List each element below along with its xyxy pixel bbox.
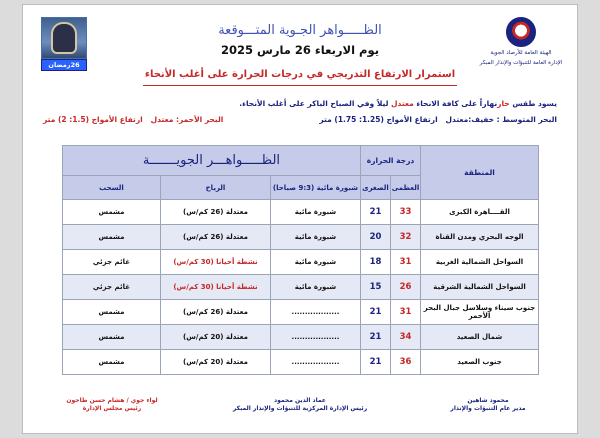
fog-cell: .................. [270,350,360,375]
header-wind: الرياح [160,176,270,200]
red-sea-label: البحر الأحمر: معتدل [150,115,224,124]
fog-cell: شبورة مائية [270,200,360,225]
forecast-date: يوم الاربعاء 26 مارس 2025 [220,43,380,57]
signature-right-name: محمود شاهين [467,397,509,404]
clouds-cell: مشمس [62,200,160,225]
signature-left-name: لواء جوي / هشام حسن طاحون [66,397,158,404]
table-row [62,200,538,225]
fog-cell: .................. [270,325,360,350]
max-temp-cell: 31 [391,250,421,275]
clouds-cell: مشمس [62,350,160,375]
red-sea [43,115,223,124]
headline: استمرار الارتفاع التدريجي في درجات الحرارة على أغلب الأنحاء [144,69,456,80]
max-temp-cell: 33 [391,200,421,225]
summary-mild: معتدل [391,99,414,108]
max-temp-cell: 31 [391,300,421,325]
med-sea-label: البحر المتوسط : خفيف:معتدل [445,115,557,124]
signature-center-name: عماد الدين محمود [274,397,326,404]
summary-part5: ليلاً وفي الصباح الباكر على أغلب الأنحاء. [239,99,392,108]
red-sea-waves: ارتفاع الأمواج (1.5: 2) متر [43,115,143,124]
fog-cell: شبورة مائية [270,250,360,275]
max-temp-cell: 36 [391,350,421,375]
header-region: المنطقة [421,146,539,200]
max-temp-cell: 26 [391,275,421,300]
header-fog: شبورة مائية (9:3 صباحا) [270,176,360,200]
signature-left-title: رئيس مجلس الإدارة [82,405,142,412]
wind-cell: معتدلة (26 كم/س) [160,300,270,325]
region-cell: شمال الصعيد [421,325,539,350]
min-temp-cell: 21 [360,325,390,350]
signatures [37,397,563,413]
page-title: الظـــــواهر الجـوية المتـــوقعة [218,23,382,38]
wind-cell: معتدلة (20 كم/س) [160,325,270,350]
wind-cell: نشطة أحيانا (30 كم/س) [160,275,270,300]
wind-cell: نشطة أحيانا (30 كم/س) [160,250,270,275]
table-row [62,300,538,325]
region-cell: جنوب سيناء وسلاسل جبال البحر الأحمر [421,300,539,325]
min-temp-cell: 21 [360,200,390,225]
forecast-table-wrapper [63,145,539,375]
summary-hot: حار [497,99,510,108]
fog-cell: .................. [270,300,360,325]
table-row [62,275,538,300]
clouds-cell: مشمس [62,325,160,350]
org-name-line1: الهيئة العامة للأرصاد الجوية [490,50,552,56]
weather-summary [43,99,557,108]
summary-part3: نهاراً على كافة الانحاء [413,99,498,108]
signature-left [37,397,187,413]
clouds-cell: مشمس [62,225,160,250]
table-row [62,225,538,250]
wind-cell: معتدلة (26 كم/س) [160,200,270,225]
wind-cell: معتدلة (26 كم/س) [160,225,270,250]
signature-right [413,397,563,413]
table-row [62,325,538,350]
max-temp-cell: 34 [391,325,421,350]
fog-cell: شبورة مائية [270,225,360,250]
header-phenomena: الظـــــواهـــر الجويـــــــة [62,146,360,176]
max-temp-cell: 32 [391,225,421,250]
region-cell: جنوب الصعيد [421,350,539,375]
region-cell: الوجه البحري ومدن القناة [421,225,539,250]
region-cell: القــــاهرة الكبرى [421,200,539,225]
signature-right-title: مدير عام التنبؤات والإنذار [450,405,526,412]
min-temp-cell: 21 [360,350,390,375]
min-temp-cell: 15 [360,275,390,300]
header-max: العظمى [391,176,421,200]
clouds-cell: مشمس [62,300,160,325]
min-temp-cell: 18 [360,250,390,275]
header-clouds: السحب [62,176,160,200]
header-min: الصغرى [360,176,390,200]
forecast-sheet [22,4,578,434]
header-temperature: درجة الحرارة [360,146,420,176]
signature-center-title: رئيس الإدارة المركزية للتنبؤات والإنذار المبكر [232,405,368,412]
forecast-table [62,145,539,375]
sea-conditions [43,115,557,124]
region-cell: السواحل الشمالية الشرقية [421,275,539,300]
summary-part1: يسود طقس [509,99,557,108]
min-temp-cell: 20 [360,225,390,250]
table-row [62,250,538,275]
med-sea-waves: ارتفاع الأمواج (1.25: 1.75) متر [319,115,438,124]
min-temp-cell: 21 [360,300,390,325]
headline-underline [143,85,457,86]
signature-center [225,397,375,413]
fog-cell: شبورة مائية [270,275,360,300]
med-sea [319,115,557,124]
clouds-cell: غائم جزئي [62,275,160,300]
clouds-cell: غائم جزئي [62,250,160,275]
region-cell: السواحل الشمالية الغربية [421,250,539,275]
table-row [62,350,538,375]
org-name-line2: الإدارة العامة للتنبؤات والإنذار المبكر [479,60,563,66]
wind-cell: معتدلة (20 كم/س) [160,350,270,375]
ramadan-badge: 26رمضان [41,59,87,71]
